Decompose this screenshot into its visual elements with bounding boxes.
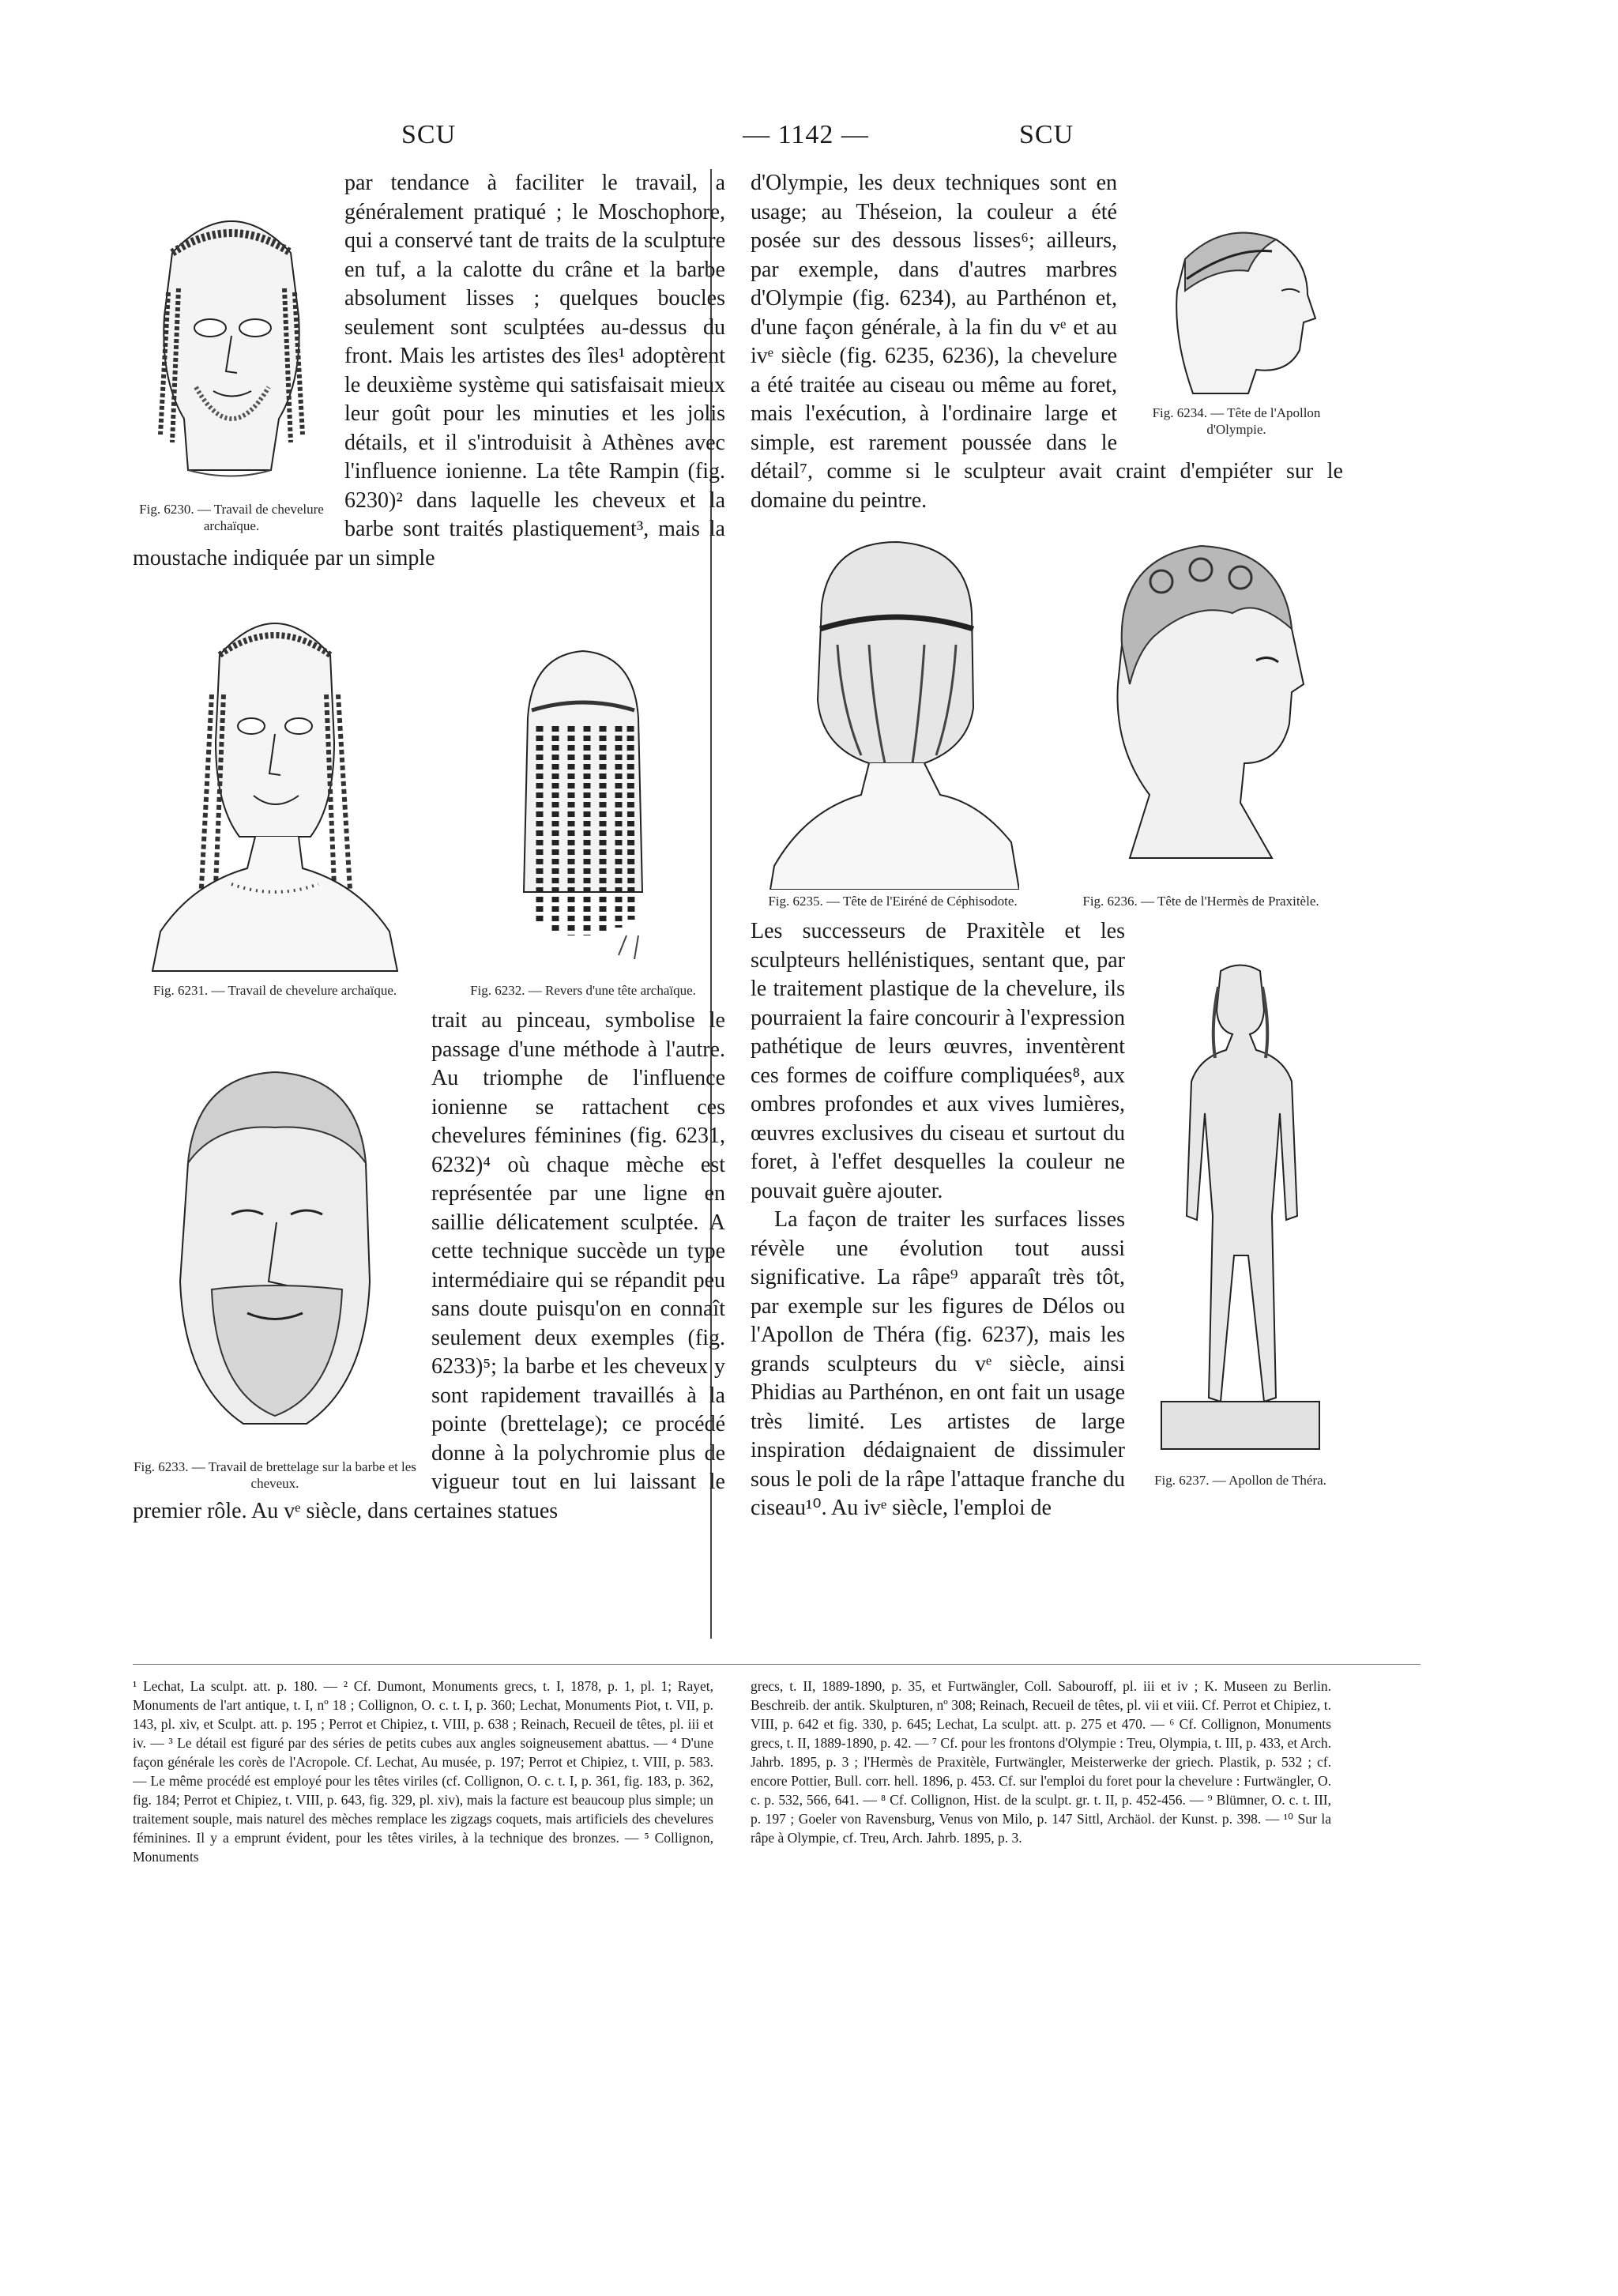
running-head-left: SCU: [401, 120, 457, 149]
page-number: — 1142 —: [743, 120, 869, 149]
apollo-thera-statue-illustration: [1146, 955, 1335, 1469]
fig-6232-caption: Fig. 6232. — Revers d'une tête archaïque.: [470, 983, 696, 998]
figure-6237: [1138, 955, 1343, 1489]
figure-6234: [1130, 204, 1343, 438]
figure-row-6231-6232: [133, 584, 725, 999]
figure-row-6235-6236: [751, 526, 1343, 909]
right-para-2: Les successeurs de Praxitèle et les sculpteurs hellénistiques, sentant que, par le traitement plastique de la chevelure, ils pourraient la faire concourir à l'expression pathétique de leurs œuvres, inventèrent ces formes de coiffure compliquées⁸, aux ombres profondes et aux vives lumières, œuvres exclusives du ciseau et surtout du foret, à l'effet desquelles la couleur ne pouvait guère ajouter.: [751, 919, 1125, 1203]
right-para-3: La façon de traiter les surfaces lisses révèle une évolution tout aussi significative. La râpe⁹ apparaît très tôt, par exemple sur les figures de Délos ou l'Apollon de Théra (fig. 6237), mais les grands sculpteurs du vᵉ siècle, ainsi Phidias au Parthénon, en ont fait un usage très limité. Les artistes de large inspiration dédaignaient de dissimuler sous le poli de la râpe l'attaque franche du ciseau¹⁰. Au ivᵉ siècle, l'emploi de: [751, 1207, 1125, 1520]
brettelage-head-illustration: [141, 1044, 409, 1455]
footnotes-right: [751, 1677, 1331, 1993]
fig-6235-caption: Fig. 6235. — Tête de l'Eiréné de Céphisodote.: [768, 894, 1018, 909]
right-column: [751, 169, 1343, 1654]
hermes-head-illustration: [1074, 526, 1327, 890]
fig-6230-caption: Fig. 6230. — Travail de chevelure archaïque.: [139, 502, 324, 533]
footnotes-left: [133, 1677, 713, 1993]
figure-6235: [751, 526, 1035, 909]
left-column: [133, 169, 725, 1654]
archaic-head-illustration: [141, 198, 322, 498]
figure-6232: [441, 608, 725, 999]
eirene-head-back-illustration: [766, 526, 1019, 890]
figure-6236: [1059, 526, 1343, 909]
left-para-1: par tendance à faciliter le travail, a généralement pratiqué ; le Moschophore, qui a conservé tant de traits de la sculpture en tuf, a la calotte du crâne et la barbe absolument lisses ; quelques boucles seulement sont sculptées au-dessus du front. Mais les artistes des îles¹ adoptèrent le deuxième système qui satisfaisait mieux leur goût pour les minuties et les jolis détails, et il s'introduisit à Athènes avec l'influence ionienne. La tête Rampin (fig. 6230)² dans laquelle les cheveux et la barbe sont traités plastiquement³, mais la moustache indiquée par un simple: [133, 171, 725, 570]
footnotes-left-text: ¹ Lechat, La sculpt. att. p. 180. — ² Cf. Dumont, Monuments grecs, t. I, 1878, p. 1, pl. 1; Rayet, Monuments de l'art antique, t. I, nº 18 ; Collignon, O. c. t. I, p. 360; Lechat, Monuments Piot, t. VII, p. 143, pl. xiv, et Sculpt. att. p. 195 ; Perrot et Chipiez, t. VIII, p. 638 ; Reinach, Recueil de têtes, pl. iii et iv. — ³ Le détail est figuré par des séries de petits cubes aux angles soigneusement abattus. — ⁴ D'une façon générale les corès de l'Acropole. Cf. Lechat, Au musée, p. 197; Perrot et Chipiez, t. VIII, p. 583. — Le même procédé est employé pour les têtes viriles (cf. Collignon, O. c. t. I, p. 361, fig. 183, p. 362, fig. 184; Perrot et Chipiez, t. VIII, p. 643, fig. 329, pl. xiv), mais la facture est beaucoup plus simple; un traitement souple, mais naturel des mèches remplace les zigzags coquets, mais artificiels des chevelures féminines. Il y a emprunt évident, pour les têtes viriles, à la technique des bronzes. — ⁵ Collignon, Monuments: [133, 1678, 713, 1865]
right-para-1: d'Olympie, les deux techniques sont en usage; au Théseion, la couleur a été posée sur des dessous lisses⁶; ailleurs, par exemple, dans d'autres marbres d'Olympie (fig. 6234), au Parthénon et, d'une façon générale, à la fin du vᵉ et au ivᵉ siècle (fig. 6235, 6236), la chevelure a été traitée au ciseau ou même au foret, mais l'exécution, à l'ordinaire large et simple, est rarement poussée dans le détail⁷, comme si le sculpteur avait craint d'empiéter sur le domaine du peintre.: [751, 171, 1343, 513]
footnotes-right-text: grecs, t. II, 1889-1890, p. 35, et Furtwängler, Coll. Sabouroff, pl. iii et iv ; K. Museen zu Berlin. Beschreib. der antik. Skulpturen, nº 308; Reinach, Recueil de têtes, pl. vii et viii. Cf. Perrot et Chipiez, t. VIII, p. 642 et fig. 330, p. 645; Lechat, La sculpt. att. p. 275 et 470. — ⁶ Cf. Collignon, Monuments grecs, t. II, 1889-1890, p. 42. — ⁷ Cf. pour les frontons d'Olympie : Treu, Olympia, t. III, p. 433, et Arch. Jahrb. 1895, p. 3 ; l'Hermès de Praxitèle, Furtwängler, Meisterwerke der griech. Plastik, p. 532 ; cf. encore Pottier, Bull. corr. hell. 1896, p. 453. Cf. sur l'emploi du foret pour la chevelure : Furtwängler, O. c. p. 532, 566, 641. — ⁸ Cf. Collignon, Hist. de la sculpt. gr. t. II, p. 452-456. — ⁹ Blümner, O. c. t. III, p. 197 ; Goeler von Ravensburg, Venus von Milo, p. 147 Sittl, Archäol. der Kunst. p. 398. — ¹⁰ Sur la râpe à Olympie, cf. Treu, Arch. Jahrb. 1895, p. 3.: [751, 1678, 1331, 1846]
left-para-2: trait au pinceau, symbolise le passage d'une méthode à l'autre. Au triomphe de l'influence ionienne se rattachent ces chevelures féminines (fig. 6231, 6232)⁴ où chaque mèche est représentée par une ligne en saillie délicatement sculptée. A cette technique succède un type intermédiaire qui se répandit peu sans doute puisqu'on en connaît seulement deux exemples (fig. 6233)⁵; la barbe et les cheveux y sont rapidement travaillés à la pointe (brettelage); ce procédé donne à la polychromie plus de vigueur tout en lui laissant le premier rôle. Au vᵉ siècle, dans certaines statues: [133, 1008, 725, 1523]
fig-6233-caption: Fig. 6233. — Travail de brettelage sur la barbe et les cheveux.: [134, 1459, 416, 1491]
figure-6231: [133, 584, 417, 999]
apollo-olympia-head-illustration: [1138, 204, 1335, 401]
fig-6237-caption: Fig. 6237. — Apollon de Théra.: [1154, 1473, 1326, 1488]
fig-6231-caption: Fig. 6231. — Travail de chevelure archaïque.: [152, 983, 397, 998]
kore-bust-illustration: [145, 584, 405, 979]
archaic-head-back-illustration: [484, 608, 682, 979]
footnote-rule: [133, 1664, 1420, 1665]
running-head-right: SCU: [1019, 120, 1074, 149]
figure-6230: [133, 198, 330, 534]
fig-6236-caption: Fig. 6236. — Tête de l'Hermès de Praxitèle.: [1082, 894, 1319, 909]
fig-6234-caption: Fig. 6234. — Tête de l'Apollon d'Olympie.: [1152, 405, 1321, 437]
figure-6233: [133, 1044, 417, 1492]
